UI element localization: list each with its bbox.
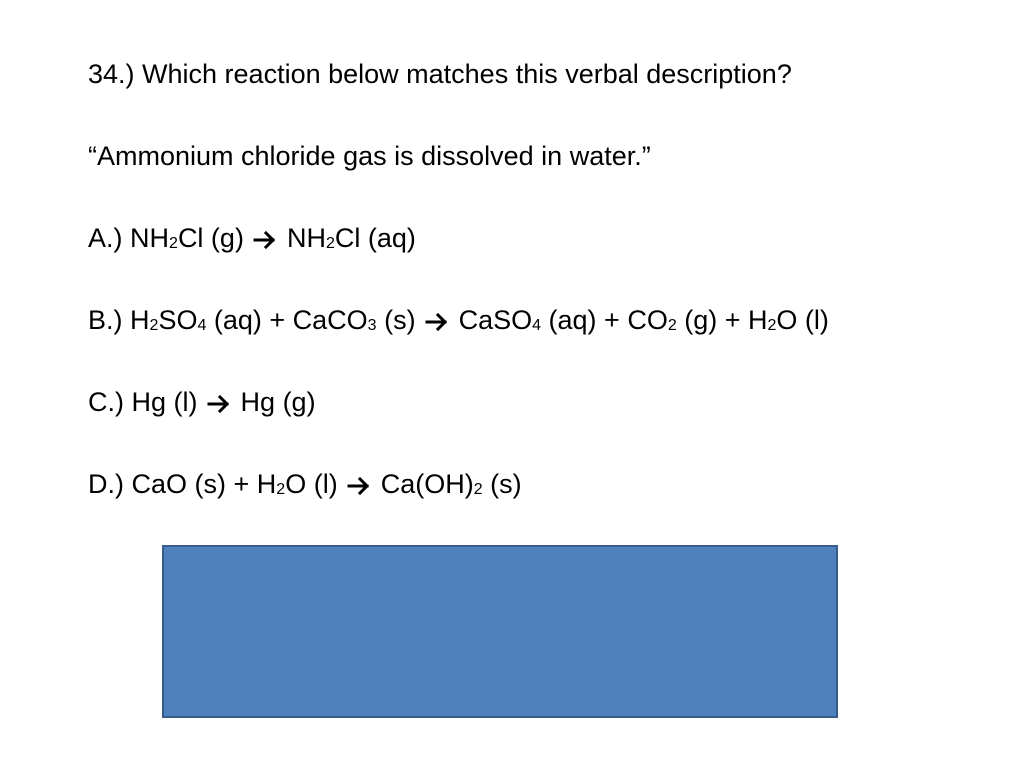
answer-cover-box[interactable] [162, 545, 838, 718]
right-arrow-icon [425, 312, 449, 332]
option-a [88, 216, 988, 260]
option-b [88, 298, 988, 342]
option-b-reactants: $H_2SO_4$ (aq) + CaCO$_3$ (s) [130, 305, 416, 335]
right-arrow-icon [253, 230, 277, 250]
option-d-label: D.) [88, 469, 124, 499]
option-c-product: Hg (g) [240, 387, 316, 417]
option-b-products: CaSO$_4$ $(aq) + CO_2$ $(g) + H_2O$ (l) [458, 305, 829, 335]
option-a-product: $NH_2Cl$ (aq) [286, 223, 416, 253]
option-c-reactant: Hg (l) [131, 387, 198, 417]
option-d-product: $Ca(OH)_2$ (s) [380, 469, 522, 499]
slide-content [88, 52, 988, 544]
right-arrow-icon [347, 476, 371, 496]
question-label: 34.) Which reaction below matches this verbal description? [88, 59, 792, 89]
option-b-label: B.) [88, 305, 123, 335]
option-d [88, 462, 988, 506]
option-a-reactant: $NH_2Cl$ (g) [130, 223, 244, 253]
right-arrow-icon [207, 394, 231, 414]
question-text [88, 52, 988, 96]
option-c [88, 380, 988, 424]
option-c-label: C.) [88, 387, 124, 417]
description-text: “Ammonium chloride gas is dissolved in water.” [88, 141, 651, 171]
option-d-reactants: CaO $(s) + H_2O$ (l) [131, 469, 338, 499]
option-a-label: A.) [88, 223, 123, 253]
verbal-description [88, 134, 988, 178]
